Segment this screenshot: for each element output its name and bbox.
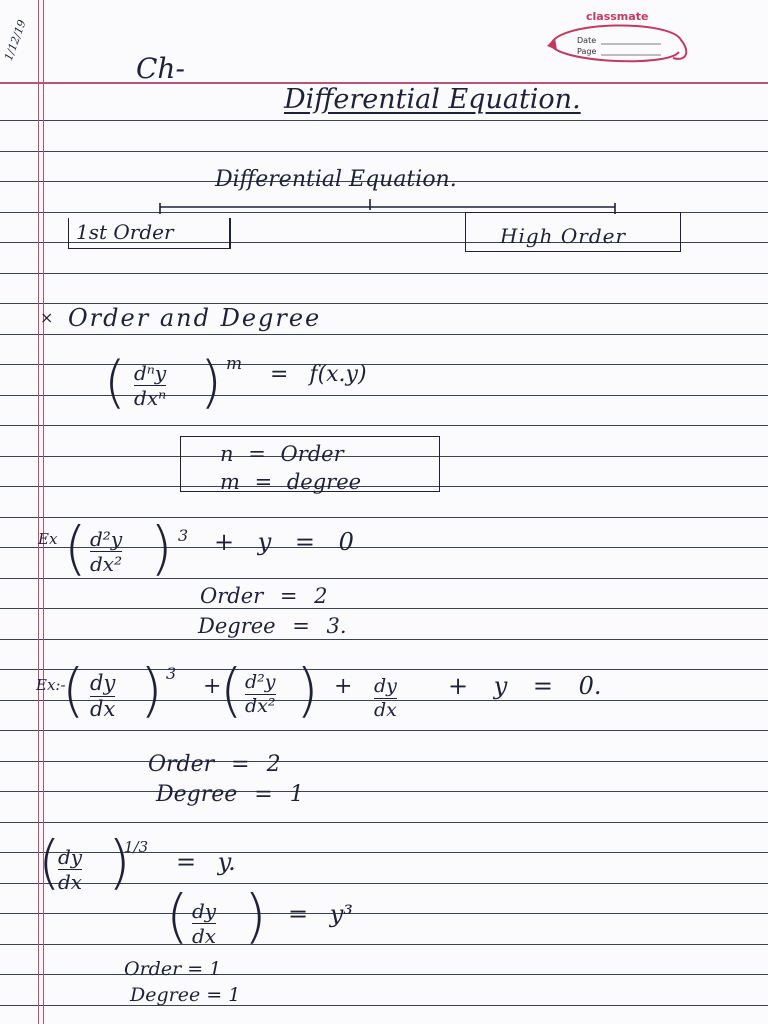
example2-term3 xyxy=(374,676,397,721)
example2-degree: Degree = 1 xyxy=(156,782,304,807)
example1-denominator: dx² xyxy=(90,552,123,576)
tree-left-label: 1st Order xyxy=(76,220,174,244)
ruled-line xyxy=(0,120,768,121)
example2-t3-denominator: dx xyxy=(374,698,397,721)
example1-degree: Degree = 3. xyxy=(198,614,347,638)
brand-page-label: Page xyxy=(577,47,597,56)
example2-order: Order = 2 xyxy=(148,752,281,777)
brand-date-label: Date xyxy=(577,36,597,45)
general-denominator: dxⁿ xyxy=(134,386,167,410)
ruled-line xyxy=(0,761,768,762)
ruled-line xyxy=(0,425,768,426)
example3b-left-paren: ( xyxy=(166,882,189,950)
ruled-line xyxy=(0,913,768,914)
chapter-label: Ch- xyxy=(136,52,185,85)
example1-label: Ex xyxy=(38,530,58,548)
general-numerator: dⁿy xyxy=(134,361,167,385)
ruled-line xyxy=(0,669,768,670)
example2-term2 xyxy=(245,672,276,717)
tree-root: Differential Equation. xyxy=(215,167,457,192)
ruled-line xyxy=(0,608,768,609)
example3b-right-paren: ) xyxy=(244,882,267,950)
definition-degree: m = degree xyxy=(220,470,362,494)
general-power: m xyxy=(226,354,243,374)
example1-power: 3 xyxy=(178,526,189,545)
general-rhs: = f(x.y) xyxy=(270,362,367,387)
ruled-line xyxy=(0,944,768,945)
example2-rest: + y = 0. xyxy=(448,672,602,700)
example2-plus2: + xyxy=(334,674,353,699)
example1-numerator: d²y xyxy=(90,527,123,551)
example3b-rhs: = y³ xyxy=(288,900,353,928)
example3-power: 1/3 xyxy=(124,838,149,856)
example2-t1-right-paren: ) xyxy=(140,656,163,724)
example3-left-paren: ( xyxy=(38,828,61,896)
example1-rest: + y = 0 xyxy=(214,528,354,556)
example2-t2-denominator: dx² xyxy=(245,694,276,717)
ruled-line xyxy=(0,639,768,640)
ruled-line xyxy=(0,730,768,731)
ruled-line xyxy=(0,822,768,823)
example3b-denominator: dx xyxy=(192,924,217,948)
brand-name: classmate xyxy=(586,10,649,23)
general-right-paren: ) xyxy=(200,350,222,415)
general-left-paren: ( xyxy=(104,350,126,415)
example2-t1-left-paren: ( xyxy=(62,656,85,724)
example1-left-paren: ( xyxy=(64,514,87,582)
example3b-fraction xyxy=(192,900,216,947)
section-heading: Order and Degree xyxy=(68,304,322,332)
example2-t2-right-paren: ) xyxy=(296,656,319,724)
example2-t2-left-paren: ( xyxy=(220,656,243,724)
ruled-line xyxy=(0,151,768,152)
definition-order: n = Order xyxy=(220,442,344,466)
example1-right-paren: ) xyxy=(150,514,173,582)
example1-fraction xyxy=(90,528,122,575)
example3b-numerator: dy xyxy=(192,899,217,923)
ruled-line xyxy=(0,517,768,518)
ruled-line xyxy=(0,273,768,274)
example3-right-paren: ) xyxy=(108,828,131,896)
ruled-line xyxy=(0,974,768,975)
ruled-line xyxy=(0,1005,768,1006)
page-title: Differential Equation. xyxy=(284,84,581,115)
example2-label: Ex:- xyxy=(36,676,66,694)
example2-term1 xyxy=(90,672,115,721)
example3-rhs: = y. xyxy=(176,848,236,876)
example3-numerator: dy xyxy=(58,845,83,869)
example3-fraction xyxy=(58,846,82,893)
corner-date: 1/12/19 xyxy=(2,18,29,63)
tree-right-label: High Order xyxy=(500,224,627,248)
example3-degree: Degree = 1 xyxy=(130,984,241,1006)
example3-order: Order = 1 xyxy=(124,958,222,980)
example2-t2-numerator: d²y xyxy=(245,671,276,693)
ruled-line xyxy=(0,578,768,579)
general-fraction xyxy=(134,362,166,409)
example1-order: Order = 2 xyxy=(200,584,328,608)
example3-denominator: dx xyxy=(58,870,83,894)
bullet-x-mark: × xyxy=(40,308,54,327)
example2-t1-numerator: dy xyxy=(90,671,116,695)
example2-t1-power: 3 xyxy=(166,664,177,683)
example2-plus1: + xyxy=(203,674,222,699)
ruled-line xyxy=(0,791,768,792)
example2-t3-numerator: dy xyxy=(374,675,397,697)
example2-t1-denominator: dx xyxy=(90,697,116,722)
ruled-line xyxy=(0,334,768,335)
